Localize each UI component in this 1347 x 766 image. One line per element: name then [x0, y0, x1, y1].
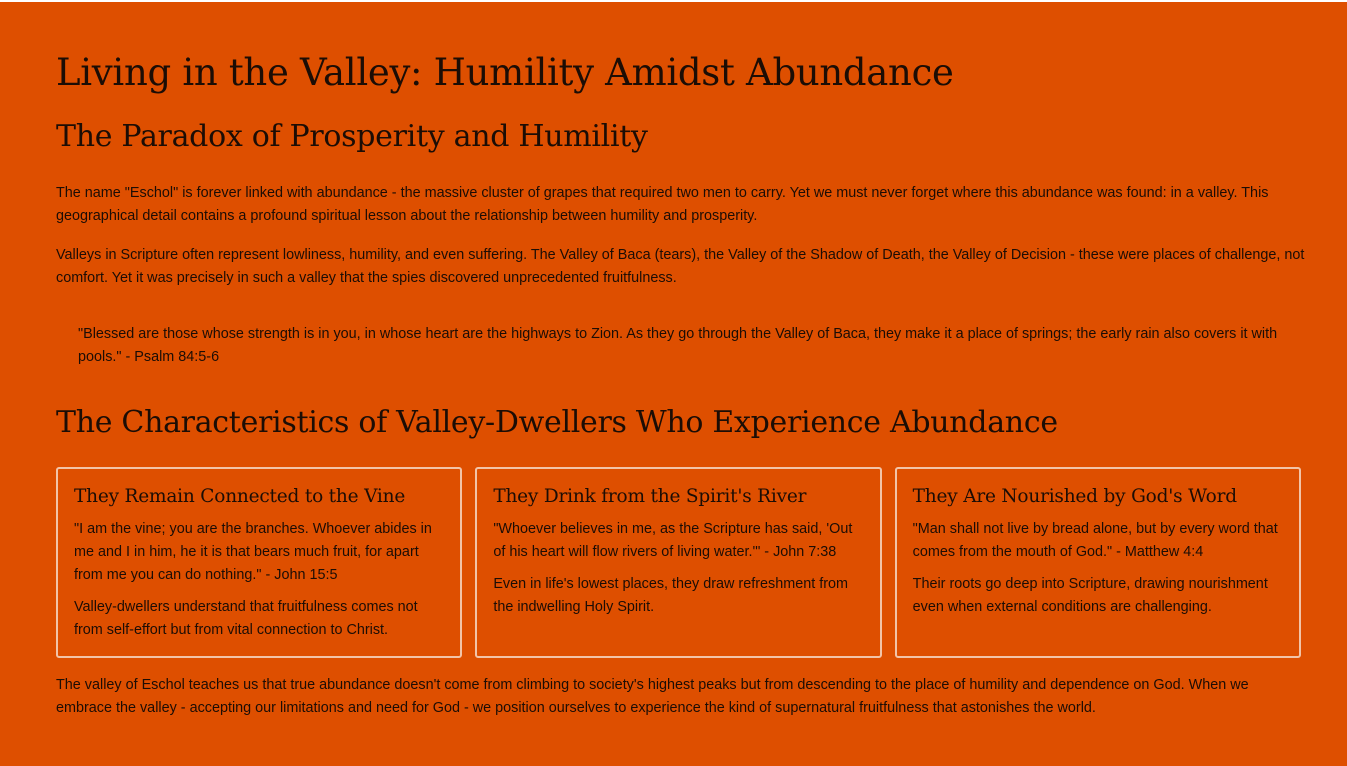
card-title: They Are Nourished by God's Word: [912, 486, 1237, 507]
paragraph-eschol: The name "Eschol" is forever linked with abundance - the massive cluster of grapes that required two men to carry. Yet we must never forget where this abundance was found: in a valley. This geographical detail contains a profound spiritual lesson about the relationship between humility and prosperity.: [56, 185, 1269, 224]
psalm-quote: "Blessed are those whose strength is in you, in whose heart are the highways to Zion. As they go through the Valley of Baca, they make it a place of springs; the early rain also covers it with pools." - Psalm 84:5-6: [78, 326, 1278, 365]
card-title: They Drink from the Spirit's River: [493, 486, 807, 507]
card-title: They Remain Connected to the Vine: [74, 486, 406, 507]
card-text: Even in life's lowest places, they draw refreshment from the indwelling Holy Spirit.: [493, 576, 848, 615]
card-gods-word: [895, 467, 1301, 658]
paragraph-conclusion: The valley of Eschol teaches us that true abundance doesn't come from climbing to society's highest peaks but from descending to the place of humility and dependence on God. When we embrace the valley - accepting our limitations and need for God - we position ourselves to experience the kind of supernatural fruitfulness that astonishes the world.: [56, 677, 1249, 716]
card-spirit-river: [475, 467, 881, 658]
card-text: Valley-dwellers understand that fruitfulness comes not from self-effort but from vital connection to Christ.: [74, 599, 418, 638]
paragraph-valleys: Valleys in Scripture often represent lowliness, humility, and even suffering. The Valley of Baca (tears), the Valley of the Shadow of Death, the Valley of Decision - these were places of challenge, not comfort. Yet it was precisely in such a valley that the spies discovered unprecedented fruitfulness.: [56, 247, 1305, 286]
section-heading-paradox: The Paradox of Prosperity and Humility: [56, 119, 648, 154]
card-text: Their roots go deep into Scripture, drawing nourishment even when external conditions are challenging.: [912, 576, 1268, 615]
card-quote: "Man shall not live by bread alone, but by every word that comes from the mouth of God." - Matthew 4:4: [912, 521, 1278, 560]
card-quote: "I am the vine; you are the branches. Whoever abides in me and I in him, he it is that bears much fruit, for apart from me you can do nothing." - John 15:5: [74, 521, 432, 583]
card-vine: [56, 467, 462, 658]
page-title: Living in the Valley: Humility Amidst Abundance: [56, 51, 954, 94]
section-heading-characteristics: The Characteristics of Valley-Dwellers Who Experience Abundance: [56, 405, 1058, 440]
card-quote: "Whoever believes in me, as the Scripture has said, 'Out of his heart will flow rivers of living water.'" - John 7:38: [493, 521, 853, 560]
characteristics-cards: [56, 467, 1301, 658]
slide: [0, 2, 1347, 766]
